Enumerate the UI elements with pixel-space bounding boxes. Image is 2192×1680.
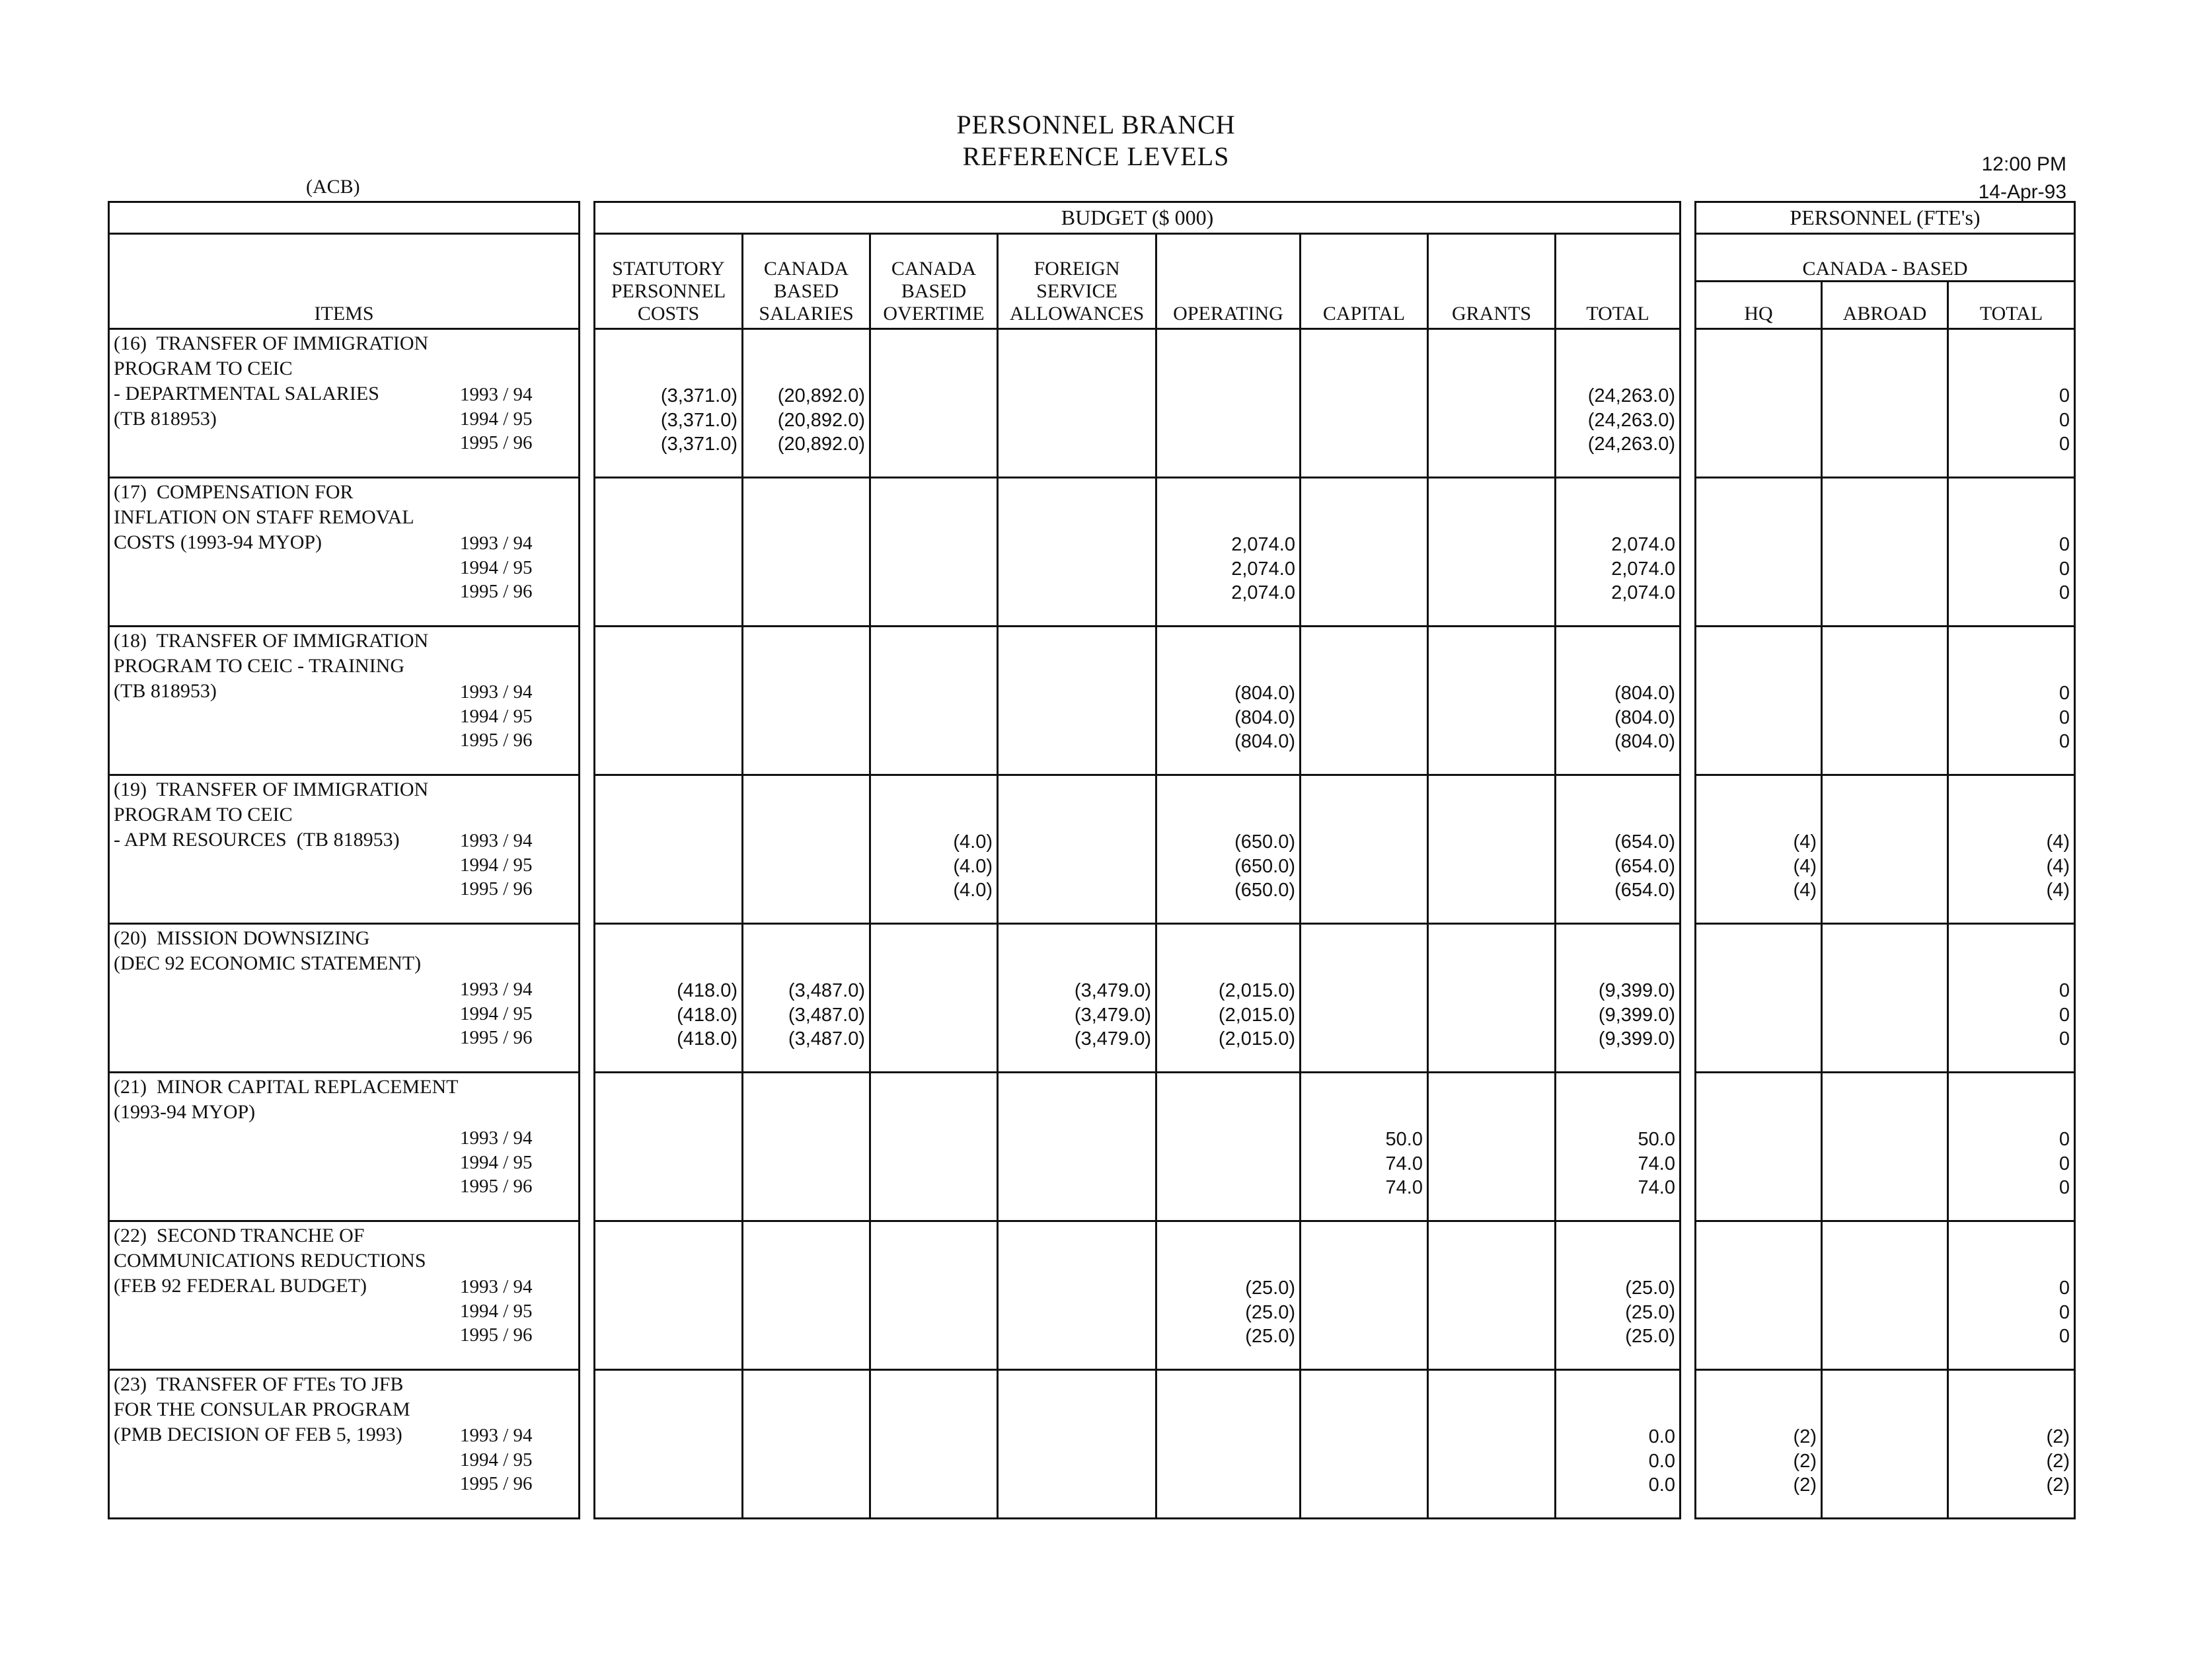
budget-cell-sal (743, 1221, 870, 1370)
budget-cell-grants (1428, 627, 1556, 775)
personnel-cell-hq (1696, 1221, 1822, 1370)
date-text: 14-Apr-93 (1978, 181, 2066, 203)
personnel-cell-abroad (1822, 1073, 1948, 1221)
personnel-cell-fte_total: 0 0 0 (1948, 478, 2075, 627)
item-cell (109, 1073, 580, 1221)
budget-cell-op: 2,074.0 2,074.0 2,074.0 (1156, 478, 1301, 627)
budget-cell-cap (1301, 1221, 1428, 1370)
budget-col-header: CAPITAL (1301, 234, 1428, 329)
budget-cell-fsa: (3,479.0) (3,479.0) (3,479.0) (998, 924, 1156, 1073)
personnel-cell-abroad (1822, 775, 1948, 924)
budget-cell-op: (2,015.0) (2,015.0) (2,015.0) (1156, 924, 1301, 1073)
table-row (595, 1221, 1681, 1370)
budget-cell-op: (650.0) (650.0) (650.0) (1156, 775, 1301, 924)
budget-cell-stat: (3,371.0) (3,371.0) (3,371.0) (595, 329, 743, 478)
personnel-cell-fte_total: (2) (2) (2) (1948, 1370, 2075, 1519)
budget-cell-grants (1428, 329, 1556, 478)
personnel-cell-hq (1696, 329, 1822, 478)
budget-cell-stat (595, 1073, 743, 1221)
budget-cell-grants (1428, 775, 1556, 924)
personnel-cell-fte_total: 0 0 0 (1948, 1221, 2075, 1370)
personnel-cell-abroad (1822, 478, 1948, 627)
items-table (108, 201, 580, 1519)
personnel-cell-hq (1696, 627, 1822, 775)
budget-cell-stat (595, 627, 743, 775)
table-row (109, 1370, 580, 1519)
budget-cell-grants (1428, 478, 1556, 627)
budget-cell-op (1156, 329, 1301, 478)
budget-cell-stat (595, 478, 743, 627)
budget-cell-ot (870, 1073, 998, 1221)
budget-cell-sal (743, 775, 870, 924)
budget-cell-total: 0.0 0.0 0.0 (1556, 1370, 1681, 1519)
table-row (1696, 1370, 2075, 1519)
item-cell (109, 478, 580, 627)
table-row (109, 775, 580, 924)
budget-cell-ot (870, 478, 998, 627)
personnel-cell-fte_total: 0 0 0 (1948, 627, 2075, 775)
table-row (109, 478, 580, 627)
table-row (1696, 1221, 2075, 1370)
budget-header: BUDGET ($ 000) (595, 202, 1681, 234)
personnel-cell-hq (1696, 1073, 1822, 1221)
budget-cell-op: (25.0) (25.0) (25.0) (1156, 1221, 1301, 1370)
personnel-col-header: TOTAL (1948, 282, 2075, 329)
item-years: 1993 / 94 1994 / 95 1995 / 96 (460, 1276, 533, 1346)
budget-cell-sal (743, 627, 870, 775)
item-years: 1993 / 94 1994 / 95 1995 / 96 (460, 830, 533, 899)
budget-cell-fsa (998, 1221, 1156, 1370)
item-cell (109, 627, 580, 775)
budget-cell-ot (870, 924, 998, 1073)
page-title (0, 109, 2192, 172)
budget-cell-cap (1301, 924, 1428, 1073)
budget-cell-cap: 50.0 74.0 74.0 (1301, 1073, 1428, 1221)
table-row (595, 329, 1681, 478)
budget-table (593, 201, 1681, 1519)
budget-col-header: GRANTS (1428, 234, 1556, 329)
personnel-cell-abroad (1822, 1370, 1948, 1519)
budget-cell-stat (595, 775, 743, 924)
budget-cell-fsa (998, 1370, 1156, 1519)
table-row (1696, 329, 2075, 478)
budget-cell-fsa (998, 775, 1156, 924)
item-years: 1993 / 94 1994 / 95 1995 / 96 (460, 1425, 533, 1494)
personnel-cell-fte_total: (4) (4) (4) (1948, 775, 2075, 924)
item-description: (18) TRANSFER OF IMMIGRATION PROGRAM TO CEIC - TRAINING (TB 818953) (114, 630, 429, 702)
budget-cell-op: (804.0) (804.0) (804.0) (1156, 627, 1301, 775)
budget-cell-sal: (3,487.0) (3,487.0) (3,487.0) (743, 924, 870, 1073)
table-row (109, 329, 580, 478)
budget-cell-total: (25.0) (25.0) (25.0) (1556, 1221, 1681, 1370)
budget-cell-stat (595, 1370, 743, 1519)
personnel-cell-hq: (4) (4) (4) (1696, 775, 1822, 924)
table-row (1696, 627, 2075, 775)
budget-cell-stat (595, 1221, 743, 1370)
budget-col-header: STATUTORY PERSONNEL COSTS (595, 234, 743, 329)
item-description: (22) SECOND TRANCHE OF COMMUNICATIONS REDUCTIONS (FEB 92 FEDERAL BUDGET) (114, 1225, 426, 1297)
budget-cell-grants (1428, 924, 1556, 1073)
item-years: 1993 / 94 1994 / 95 1995 / 96 (460, 1127, 533, 1197)
table-row (109, 924, 580, 1073)
table-row (109, 1221, 580, 1370)
budget-cell-op (1156, 1073, 1301, 1221)
personnel-cell-abroad (1822, 329, 1948, 478)
budget-cell-cap (1301, 1370, 1428, 1519)
canada-based-header: CANADA - BASED (1696, 234, 2075, 282)
items-header: ITEMS (109, 234, 580, 329)
table-row (595, 1073, 1681, 1221)
budget-cell-sal: (20,892.0) (20,892.0) (20,892.0) (743, 329, 870, 478)
budget-cell-total: 50.0 74.0 74.0 (1556, 1073, 1681, 1221)
budget-cell-cap (1301, 329, 1428, 478)
budget-cell-total: (804.0) (804.0) (804.0) (1556, 627, 1681, 775)
budget-cell-grants (1428, 1073, 1556, 1221)
table-row (595, 1370, 1681, 1519)
budget-cell-grants (1428, 1370, 1556, 1519)
budget-cell-total: (654.0) (654.0) (654.0) (1556, 775, 1681, 924)
item-description: (17) COMPENSATION FOR INFLATION ON STAFF REMOVAL COSTS (1993-94 MYOP) (114, 481, 414, 553)
budget-cell-ot (870, 1221, 998, 1370)
budget-cell-sal (743, 1370, 870, 1519)
title-line-2: REFERENCE LEVELS (962, 141, 1230, 171)
personnel-cell-fte_total: 0 0 0 (1948, 924, 2075, 1073)
personnel-col-header: ABROAD (1822, 282, 1948, 329)
item-description: (16) TRANSFER OF IMMIGRATION PROGRAM TO CEIC - DEPARTMENTAL SALARIES (TB 818953) (114, 332, 429, 430)
budget-cell-op (1156, 1370, 1301, 1519)
item-description: (23) TRANSFER OF FTEs TO JFB FOR THE CONSULAR PROGRAM (PMB DECISION OF FEB 5, 1993) (114, 1373, 410, 1445)
budget-col-header: CANADA BASED OVERTIME (870, 234, 998, 329)
budget-cell-ot (870, 329, 998, 478)
item-description: (21) MINOR CAPITAL REPLACEMENT (1993-94 MYOP) (114, 1076, 459, 1123)
personnel-cell-fte_total: 0 0 0 (1948, 329, 2075, 478)
budget-cell-stat: (418.0) (418.0) (418.0) (595, 924, 743, 1073)
item-years: 1993 / 94 1994 / 95 1995 / 96 (460, 533, 533, 602)
personnel-cell-hq (1696, 924, 1822, 1073)
personnel-cell-fte_total: 0 0 0 (1948, 1073, 2075, 1221)
item-cell (109, 1221, 580, 1370)
personnel-header: PERSONNEL (FTE's) (1696, 202, 2075, 234)
table-row (109, 627, 580, 775)
personnel-cell-hq: (2) (2) (2) (1696, 1370, 1822, 1519)
personnel-cell-abroad (1822, 924, 1948, 1073)
budget-cell-ot: (4.0) (4.0) (4.0) (870, 775, 998, 924)
item-cell (109, 1370, 580, 1519)
table-row (595, 775, 1681, 924)
budget-cell-ot (870, 627, 998, 775)
personnel-col-header: HQ (1696, 282, 1822, 329)
budget-cell-cap (1301, 775, 1428, 924)
budget-col-header: OPERATING (1156, 234, 1301, 329)
timestamp (1979, 151, 2066, 206)
budget-col-header: CANADA BASED SALARIES (743, 234, 870, 329)
personnel-cell-abroad (1822, 627, 1948, 775)
table-row (1696, 478, 2075, 627)
unit-label: (ACB) (306, 176, 360, 198)
table-row (1696, 924, 2075, 1073)
item-cell (109, 329, 580, 478)
item-years: 1993 / 94 1994 / 95 1995 / 96 (460, 979, 533, 1048)
title-line-1: PERSONNEL BRANCH (956, 110, 1236, 139)
budget-cell-cap (1301, 478, 1428, 627)
item-cell (109, 775, 580, 924)
table-row (1696, 1073, 2075, 1221)
item-cell (109, 924, 580, 1073)
budget-cell-fsa (998, 627, 1156, 775)
budget-cell-fsa (998, 478, 1156, 627)
table-row (109, 1073, 580, 1221)
time-text: 12:00 PM (1981, 153, 2066, 175)
budget-col-header: FOREIGN SERVICE ALLOWANCES (998, 234, 1156, 329)
table-row (595, 627, 1681, 775)
table-row (595, 478, 1681, 627)
budget-cell-total: (9,399.0) (9,399.0) (9,399.0) (1556, 924, 1681, 1073)
budget-cell-fsa (998, 329, 1156, 478)
item-years: 1993 / 94 1994 / 95 1995 / 96 (460, 681, 533, 751)
budget-cell-cap (1301, 627, 1428, 775)
budget-cell-total: (24,263.0) (24,263.0) (24,263.0) (1556, 329, 1681, 478)
personnel-table (1694, 201, 2076, 1519)
budget-cell-grants (1428, 1221, 1556, 1370)
personnel-cell-abroad (1822, 1221, 1948, 1370)
item-description: (20) MISSION DOWNSIZING (DEC 92 ECONOMIC STATEMENT) (114, 927, 422, 974)
item-years: 1993 / 94 1994 / 95 1995 / 96 (460, 384, 533, 453)
budget-cell-fsa (998, 1073, 1156, 1221)
table-row (1696, 775, 2075, 924)
budget-cell-ot (870, 1370, 998, 1519)
budget-col-header: TOTAL (1556, 234, 1681, 329)
budget-cell-total: 2,074.0 2,074.0 2,074.0 (1556, 478, 1681, 627)
budget-cell-sal (743, 478, 870, 627)
personnel-cell-hq (1696, 478, 1822, 627)
items-top-cell (109, 202, 580, 234)
table-row (595, 924, 1681, 1073)
item-description: (19) TRANSFER OF IMMIGRATION PROGRAM TO CEIC - APM RESOURCES (TB 818953) (114, 779, 429, 851)
budget-cell-sal (743, 1073, 870, 1221)
